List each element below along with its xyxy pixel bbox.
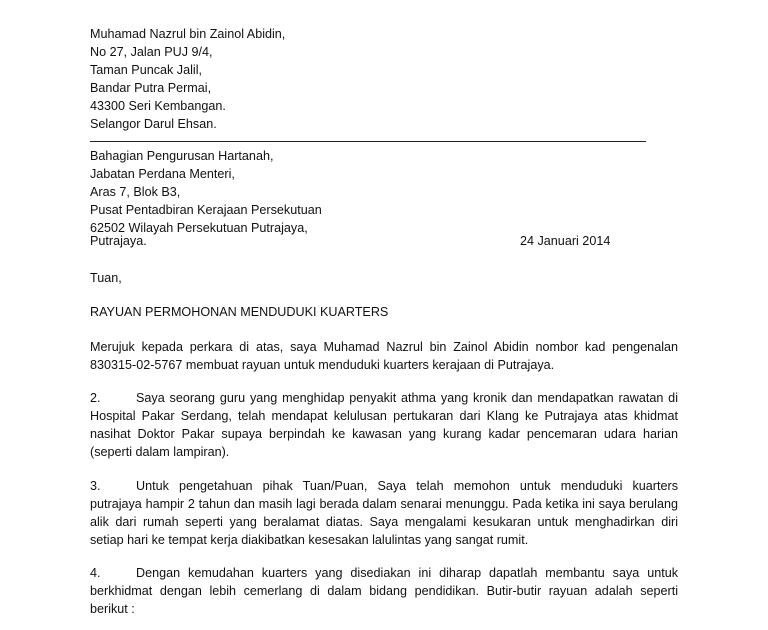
- sender-name: Muhamad Nazrul bin Zainol Abidin,: [90, 27, 286, 41]
- sender-address-line: No 27, Jalan PUJ 9/4,: [90, 45, 213, 59]
- paragraph-3: [90, 477, 678, 549]
- sender-address-line: 43300 Seri Kembangan.: [90, 99, 226, 113]
- paragraph-text: Saya seorang guru yang menghidap penyakit athma yang kronik dan mendapatkan rawatan di: [136, 391, 678, 405]
- intro-paragraph: [90, 338, 678, 374]
- sender-address-line: Bandar Putra Permai,: [90, 81, 212, 95]
- paragraph-line: 830315-02-5767 membuat rayuan untuk menduduki kuarters kerajaan di Putrajaya.: [90, 358, 555, 372]
- paragraph-line: setiap hari ke tempat kerja diakibatkan kesesakan lalulintas yang sangat rumit.: [90, 533, 529, 547]
- paragraph-line: alik dari rumah seperti yang beralamat diatas. Saya mengalami kesukaran untuk menghadirkan diri: [90, 515, 678, 529]
- divider-rule: [90, 141, 646, 142]
- recipient-line: Aras 7, Blok B3,: [90, 185, 181, 199]
- recipient-line: Jabatan Perdana Menteri,: [90, 167, 235, 181]
- paragraph-2: [90, 389, 678, 461]
- paragraph-line: Hospital Pakar Serdang, telah mendapat kelulusan pertukaran dari Klang ke Putrajaya atas khidmat: [90, 409, 678, 423]
- paragraph-number: 2.: [90, 391, 101, 405]
- recipient-line: Putrajaya.: [90, 234, 147, 248]
- sender-address-line: Selangor Darul Ehsan.: [90, 117, 217, 131]
- paragraph-line: berkhidmat dengan lebih cemerlang di dalam bidang pendidikan. Butir-butir rayuan adalah seperti: [90, 584, 678, 598]
- sender-address-line: Taman Puncak Jalil,: [90, 63, 202, 77]
- paragraph-number: 3.: [90, 479, 101, 493]
- paragraph-line: berikut :: [90, 602, 135, 616]
- paragraph-line: nasihat Doktor Pakar supaya berpindah ke kawasan yang kurang kadar pencemaran udara harian: [90, 427, 678, 441]
- paragraph-line: (seperti dalam lampiran).: [90, 445, 230, 459]
- paragraph-text: Dengan kemudahan kuarters yang disediakan ini diharap dapatlah membantu saya untuk: [136, 566, 678, 580]
- paragraph-4: [90, 564, 678, 618]
- paragraph-line: putrajaya hampir 2 tahun dan masih lagi berada dalam senarai menunggu. Pada ketika ini saya berulang: [90, 497, 678, 511]
- paragraph-number: 4.: [90, 566, 101, 580]
- paragraph-line: [90, 389, 678, 407]
- subject-line: RAYUAN PERMOHONAN MENDUDUKI KUARTERS: [90, 305, 389, 319]
- paragraph-line: Merujuk kepada perkara di atas, saya Muhamad Nazrul bin Zainol Abidin nombor kad pengenalan: [90, 340, 678, 354]
- paragraph-line: [90, 564, 678, 582]
- recipient-line: Pusat Pentadbiran Kerajaan Persekutuan: [90, 203, 322, 217]
- recipient-line: 62502 Wilayah Persekutuan Putrajaya,: [90, 221, 308, 235]
- recipient-line: Bahagian Pengurusan Hartanah,: [90, 149, 274, 163]
- letter-date: 24 Januari 2014: [520, 234, 611, 248]
- paragraph-line: [90, 477, 678, 495]
- salutation: Tuan,: [90, 271, 122, 285]
- paragraph-text: Untuk pengetahuan pihak Tuan/Puan, Saya telah memohon untuk menduduki kuarters: [136, 479, 678, 493]
